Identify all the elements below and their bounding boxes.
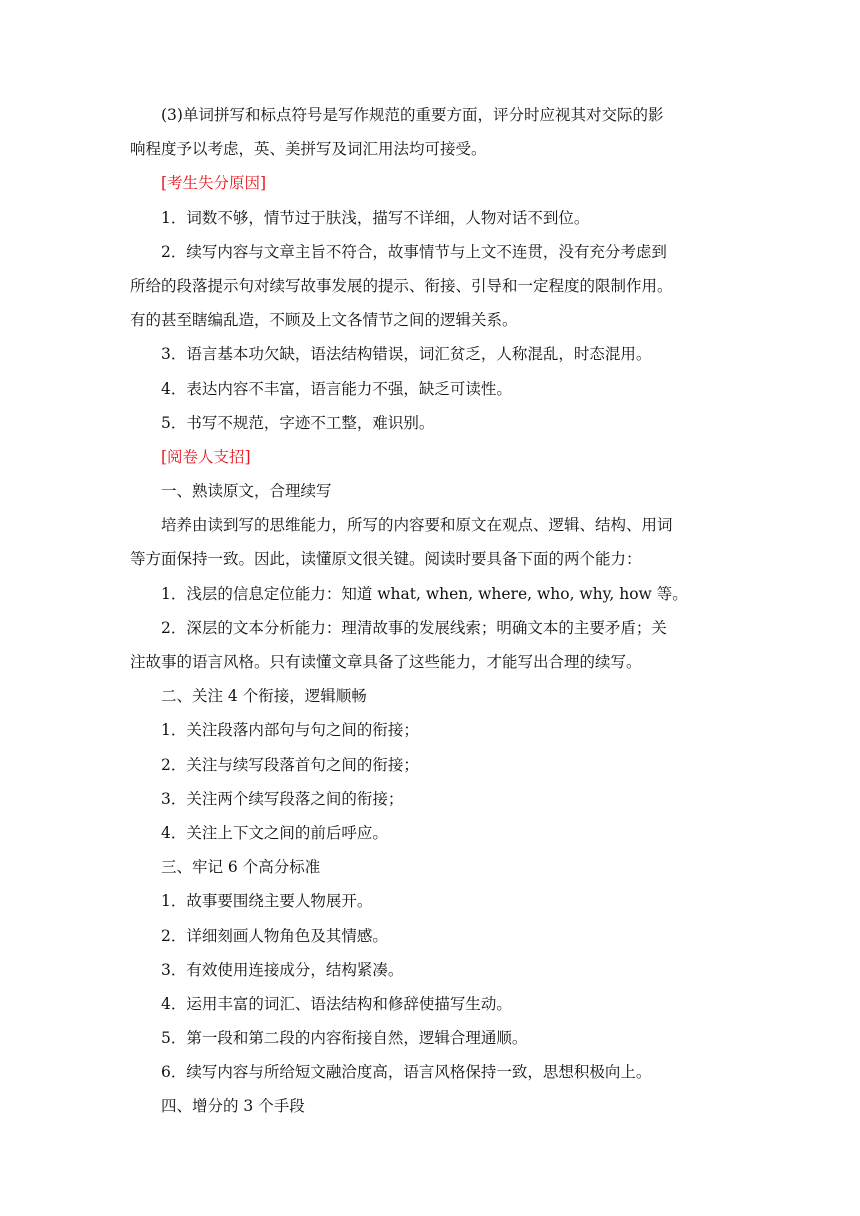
list-item: 5．第一段和第二段的内容衔接自然，逻辑合理通顺。 xyxy=(161,1029,528,1048)
subsection-heading: 四、增分的 3 个手段 xyxy=(161,1097,305,1116)
list-item: 3．关注两个续写段落之间的衔接； xyxy=(161,789,404,808)
list-item: 2．续写内容与文章主旨不符合，故事情节与上文不连贯，没有充分考虑到 xyxy=(161,242,667,261)
list-item: 1．故事要围绕主要人物展开。 xyxy=(161,892,373,911)
list-item: 1．浅层的信息定位能力：知道 what, when, where, who, why, how 等。 xyxy=(161,584,688,603)
subsection-heading: 二、关注 4 个衔接，逻辑顺畅 xyxy=(161,687,367,706)
list-item: 2．深层的文本分析能力：理清故事的发展线索；明确文本的主要矛盾；关 xyxy=(161,618,667,637)
subsection-heading: 三、牢记 6 个高分标准 xyxy=(161,858,321,877)
list-item: 4．表达内容不丰富，语言能力不强，缺乏可读性。 xyxy=(161,379,512,398)
subsection-heading: 一、熟读原文，合理续写 xyxy=(161,482,332,501)
paragraph-line: 注故事的语言风格。只有读懂文章具备了这些能力，才能写出合理的续写。 xyxy=(130,653,642,671)
paragraph-line: 响程度予以考虑，英、美拼写及词汇用法均可接受。 xyxy=(130,140,487,159)
section-heading-red: [阅卷人支招] xyxy=(161,447,251,466)
list-item: 3．语言基本功欠缺，语法结构错误，词汇贫乏，人称混乱，时态混用。 xyxy=(161,345,652,364)
list-item: 1．词数不够，情节过于肤浅，描写不详细，人物对话不到位。 xyxy=(161,208,590,227)
list-item: 3．有效使用连接成分，结构紧凑。 xyxy=(161,960,404,979)
list-item: 6．续写内容与所给短文融洽度高，语言风格保持一致，思想积极向上。 xyxy=(161,1063,652,1082)
paragraph-line: (3)单词拼写和标点符号是写作规范的重要方面，评分时应视其对交际的影 xyxy=(161,106,664,124)
paragraph-line: 等方面保持一致。因此，读懂原文很关键。阅读时要具备下面的两个能力： xyxy=(130,550,642,569)
list-item: 4．关注上下文之间的前后呼应。 xyxy=(161,823,388,842)
paragraph-line: 所给的段落提示句对续写故事发展的提示、衔接、引导和一定程度的限制作用。 xyxy=(130,276,673,295)
list-item: 2．关注与续写段落首句之间的衔接； xyxy=(161,755,419,774)
document-page xyxy=(130,98,730,1124)
paragraph-line: 有的甚至瞎编乱造，不顾及上文各情节之间的逻辑关系。 xyxy=(130,311,518,330)
list-item: 2．详细刻画人物角色及其情感。 xyxy=(161,926,388,945)
list-item: 1．关注段落内部句与句之间的衔接； xyxy=(161,721,419,740)
list-item: 4．运用丰富的词汇、语法结构和修辞使描写生动。 xyxy=(161,994,512,1013)
list-item: 5．书写不规范，字迹不工整，难识别。 xyxy=(161,413,435,432)
paragraph-line: 培养由读到写的思维能力，所写的内容要和原文在观点、逻辑、结构、用词 xyxy=(161,516,673,535)
section-heading-red: [考生失分原因] xyxy=(161,174,267,193)
